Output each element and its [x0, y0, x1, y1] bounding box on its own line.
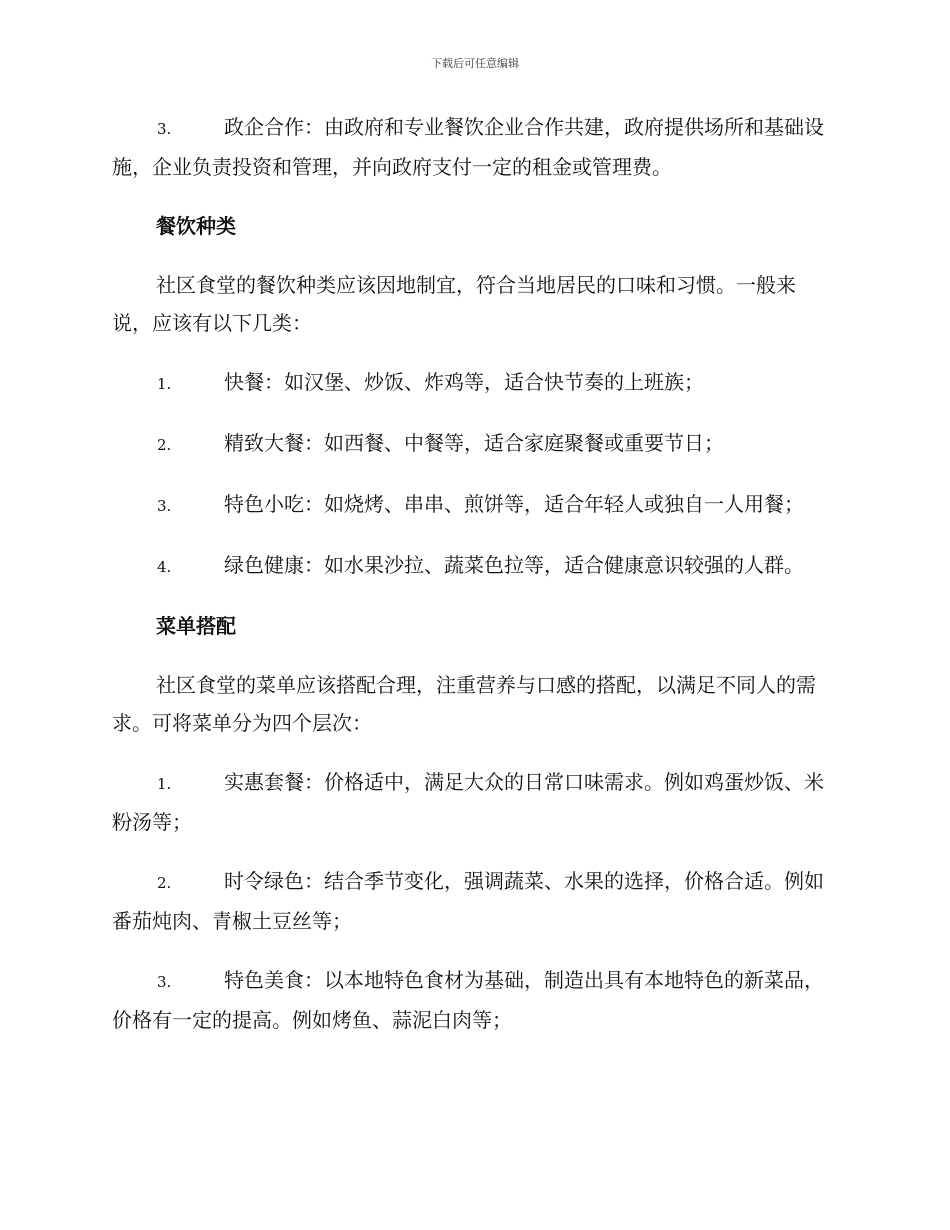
list-text: 精致大餐：如西餐、中餐等，适合家庭聚餐或重要节日；	[224, 431, 724, 455]
list-item	[112, 424, 834, 464]
list-text: 快餐：如汉堡、炒饭、炸鸡等，适合快节奏的上班族；	[224, 370, 704, 394]
list-item	[112, 363, 834, 403]
section-heading-catering: 餐饮种类	[156, 214, 236, 238]
list-text: 实惠套餐：价格适中，满足大众的日常口味需求。例如鸡蛋炒饭、米粉汤等；	[112, 770, 824, 834]
list-text: 时令绿色：结合季节变化，强调蔬菜、水果的选择，价格合适。例如番茄炖肉、青椒土豆丝等；	[112, 869, 824, 933]
list-item	[112, 961, 834, 1039]
list-number: 2.	[157, 436, 172, 454]
list-text: 政企合作：由政府和专业餐饮企业合作共建，政府提供场所和基础设施，企业负责投资和管理，并向政府支付一定的租金或管理费。	[112, 115, 824, 179]
list-item	[112, 862, 834, 940]
list-item	[112, 546, 834, 586]
page-header: 下载后可任意编辑	[431, 57, 519, 70]
list-number: 1.	[157, 775, 172, 793]
list-text: 绿色健康：如水果沙拉、蔬菜色拉等，适合健康意识较强的人群。	[224, 553, 804, 577]
list-text: 特色美食：以本地特色食材为基础，制造出具有本地特色的新菜品，价格有一定的提高。例如烤鱼、蒜泥白肉等；	[112, 968, 824, 1032]
list-item	[112, 763, 834, 841]
list-number: 3.	[157, 497, 172, 515]
list-number: 1.	[157, 375, 172, 393]
section-heading-menu: 菜单搭配	[156, 614, 236, 638]
paragraph: 社区食堂的餐饮种类应该因地制宜，符合当地居民的口味和习惯。一般来说，应该有以下几类：	[112, 273, 796, 335]
list-text: 特色小吃：如烧烤、串串、煎饼等，适合年轻人或独自一人用餐；	[224, 492, 804, 516]
list-number: 3.	[157, 973, 172, 991]
document-body	[112, 108, 834, 1060]
paragraph: 社区食堂的菜单应该搭配合理，注重营养与口感的搭配，以满足不同人的需求。可将菜单分为四个层次：	[112, 673, 816, 735]
list-number: 2.	[157, 874, 172, 892]
list-item	[112, 108, 834, 186]
list-item	[112, 485, 834, 525]
list-number: 3.	[157, 120, 172, 138]
list-number: 4.	[157, 558, 172, 576]
